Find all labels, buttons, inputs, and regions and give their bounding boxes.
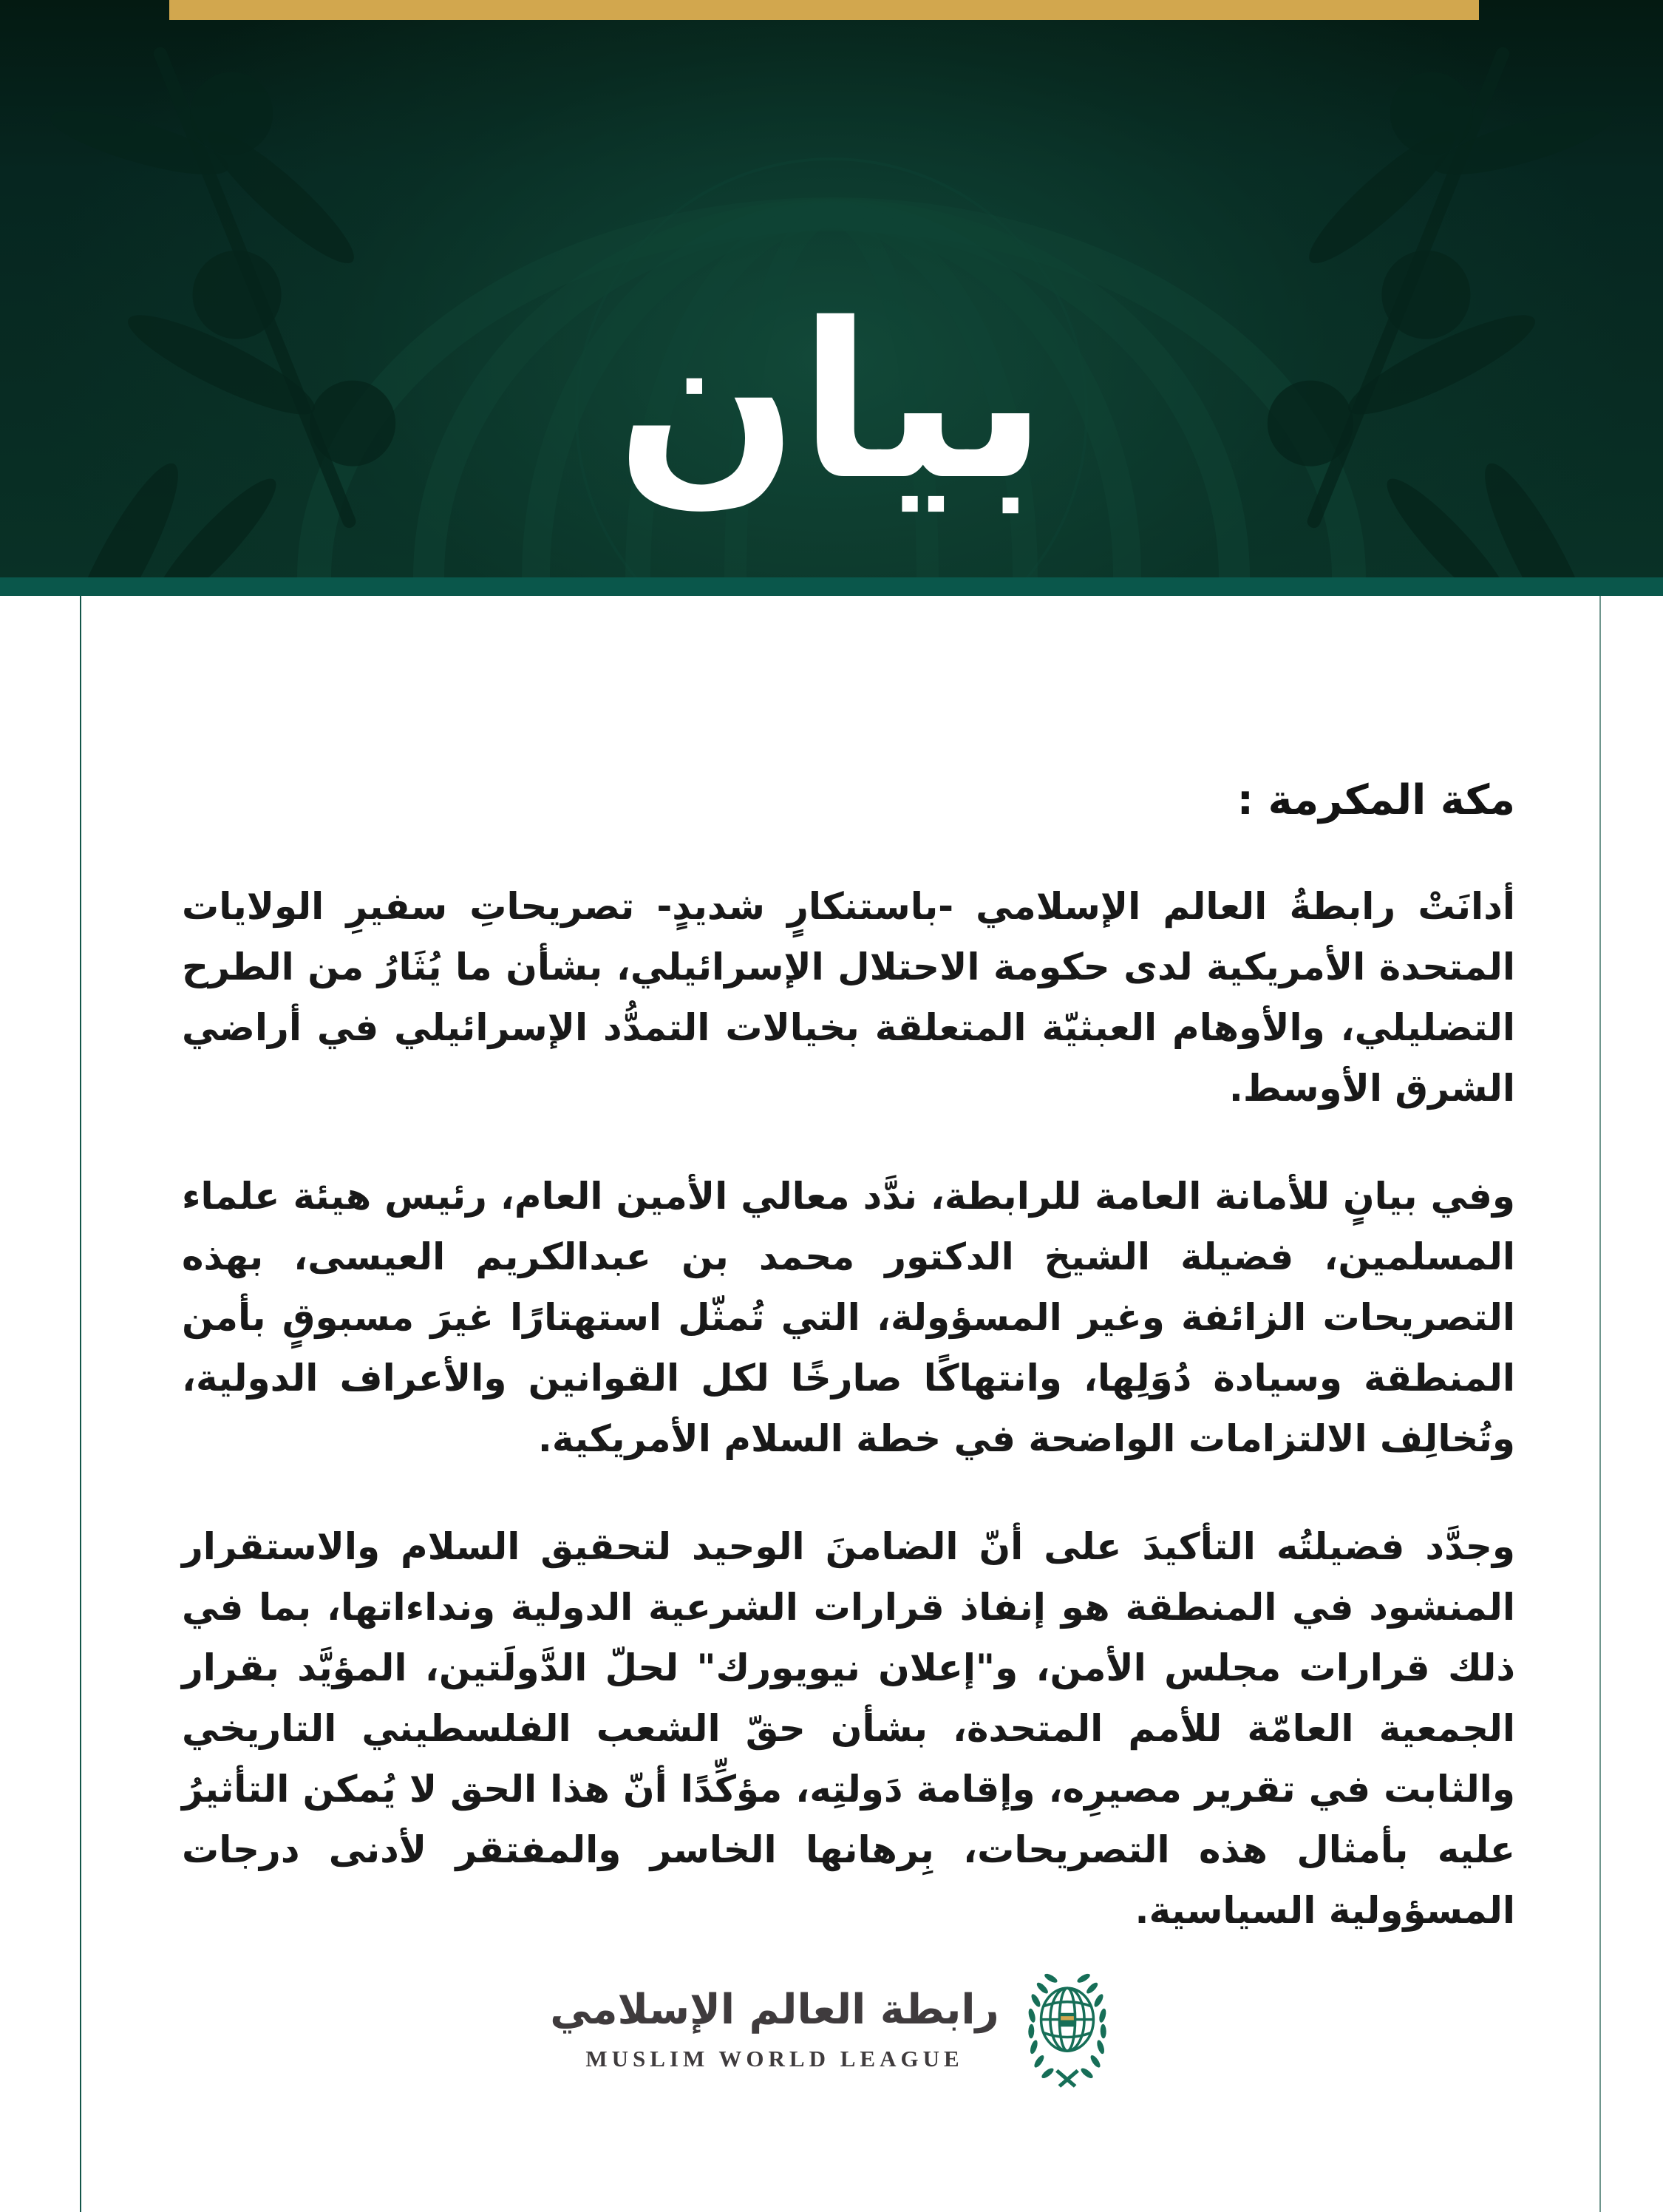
statement-body	[81, 596, 1599, 1941]
statement-paragraph-3: وجدَّد فضيلتُه التأكيدَ على أنّ الضامنَ الوحيد لتحقيق السلام والاستقرار المنشود في المنطقة هو إنفاذ قرارات الشرعية الدولية ونداءاتها، بما في ذلك قرارات مجلس الأمن، و"إعلان نيويورك" لحلّ الدَّولَتين، المؤيَّد بقرار الجمعية العامّة للأمم المتحدة، بشأن حقّ الشعب الفلسطيني التاريخي والثابت في تقرير مصيرِه، وإقامة دَولتِه، مؤكِّدًا أنّ هذا الحق لا يُمكن التأثيرُ عليه بأمثال هذه التصريحات، بِرهانها الخاسر والمفتقر لأدنى درجات المسؤولية السياسية.	[182, 1525, 1515, 1932]
mwl-emblem-icon	[1021, 1964, 1113, 2094]
statement-calligraphy-title: بيان	[616, 278, 1047, 527]
mwl-arabic-calligraphy: رابطة العالم الإسلامي	[550, 1985, 999, 2034]
statement-text	[182, 876, 1515, 1941]
location-heading: مكة المكرمة :	[1237, 776, 1515, 824]
gold-accent-bar	[169, 0, 1479, 20]
teal-divider-band	[0, 577, 1663, 596]
mwl-logo	[0, 1964, 1663, 2094]
mwl-logo-text	[550, 1986, 999, 2072]
mwl-english-name: MUSLIM WORLD LEAGUE	[585, 2045, 964, 2072]
statement-paragraph-2: وفي بيانٍ للأمانة العامة للرابطة، ندَّد معالي الأمين العام، رئيس هيئة علماء المسلمين، فضيلة الشيخ الدكتور محمد بن عبدالكريم العيسى، بهذه التصريحات الزائفة وغير المسؤولة، التي تُمثّل استهتارًا غيرَ مسبوقٍ بأمن المنطقة وسيادة دُوَلِها، وانتهاكًا صارخًا لكل القوانين والأعراف الدولية، وتُخالِف الالتزامات الواضحة في خطة السلام الأمريكية.	[182, 1175, 1515, 1460]
statement-paragraph-1: أدانَتْ رابطةُ العالم الإسلامي -باستنكارٍ شديدٍ- تصريحاتِ سفيرِ الولايات المتحدة الأمريكية لدى حكومة الاحتلال الإسرائيلي، بشأن ما يُثَارُ من الطرح التضليلي، والأوهام العبثيّة المتعلقة بخيالات التمدُّد الإسرائيلي في أراضي الشرق الأوسط.	[182, 885, 1515, 1110]
header-banner	[0, 0, 1663, 577]
